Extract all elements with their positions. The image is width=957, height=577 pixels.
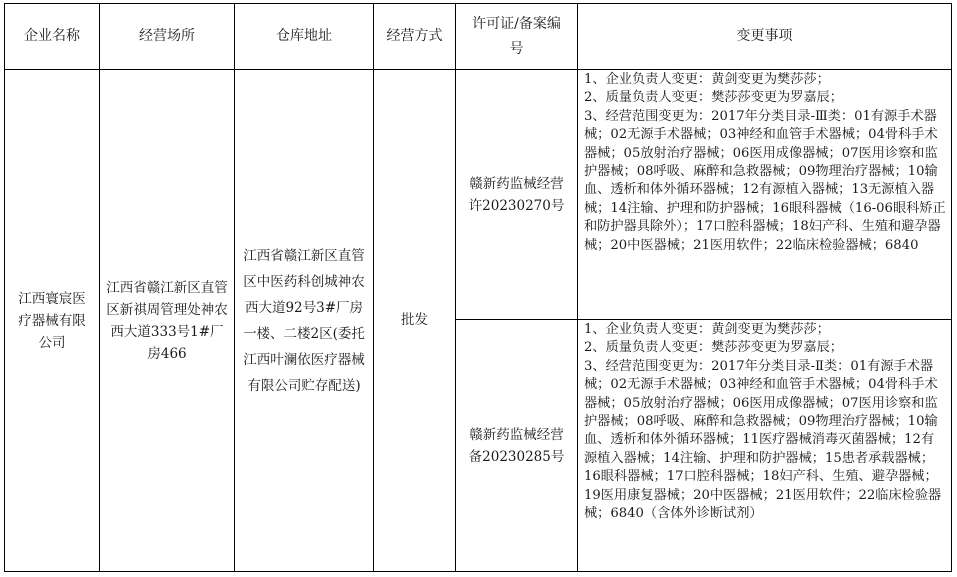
change-item: 3、经营范围变更为：2017年分类目录-Ⅲ类：01有源手术器械；02无源手术器械；03神经和血管手术器械；04骨科手术器械；05放射治疗器械；06医用成像器械；07医用诊察和监护器械；08呼吸、麻醉和急救器械；09物理治疗器械；10输血、透析和体外循环器械；12有源植入器械；13无源植入器械；14注输、护理和防护器械；16眼科器械（16-06眼科矫正和防护器具除外）；17口腔科器械；18妇产科、生殖和避孕器械；20中医器械；21医用软件；22临床检验器械；6840 (584, 108, 946, 253)
header-warehouse-address: 仓库地址 (235, 4, 374, 70)
header-company-name: 企业名称 (5, 4, 100, 70)
license-no-cell-2: 赣新药监械经营备20230285号 (456, 320, 578, 572)
change-item: 2、质量负责人变更：樊莎莎变更为罗嘉辰； (584, 340, 843, 356)
business-place-cell: 江西省赣江新区直管区新祺周管理处神农西大道333号1#厂房466 (100, 70, 235, 572)
change-item: 2、质量负责人变更：樊莎莎变更为罗嘉辰； (584, 90, 843, 106)
change-item: 3、经营范围变更为：2017年分类目录-Ⅱ类：01有源手术器械；02无源手术器械；03神经和血管手术器械；04骨科手术器械；05放射治疗器械；06医用成像器械；07医用诊察和监护器械；08呼吸、麻醉和急救器械；09物理治疗器械；10输血、透析和体外循环器械；11医疗器械消毒灭菌器械；12有源植入器械；14注输、护理和防护器械；15患者承载器械；16眼科器械；17口腔科器械；18妇产科、生殖、避孕器械；19医用康复器械；20中医器械；21医用软件；22临床检验器械；6840（含体外诊断试剂） (584, 358, 942, 522)
warehouse-address-cell: 江西省赣江新区直管区中医药科创城神农西大道92号3#厂房一楼、二楼2区(委托江西叶澜依医疗器械有限公司贮存配送) (235, 70, 374, 572)
license-no-cell-1: 赣新药监械经营许20230270号 (456, 70, 578, 320)
company-name-cell: 江西寰宸医疗器械有限公司 (5, 70, 100, 572)
table-row (5, 70, 952, 320)
header-row (5, 4, 952, 70)
changes-cell-1 (578, 70, 952, 320)
header-changes: 变更事项 (578, 4, 952, 70)
business-mode-cell: 批发 (374, 70, 456, 572)
header-business-mode: 经营方式 (374, 4, 456, 70)
change-item: 1、企业负责人变更：黄剑变更为樊莎莎； (584, 322, 830, 337)
change-record-table (4, 3, 952, 572)
change-item: 1、企业负责人变更：黄剑变更为樊莎莎； (584, 72, 830, 87)
changes-cell-2 (578, 320, 952, 572)
header-license-no: 许可证/备案编号 (456, 4, 578, 70)
header-business-place: 经营场所 (100, 4, 235, 70)
